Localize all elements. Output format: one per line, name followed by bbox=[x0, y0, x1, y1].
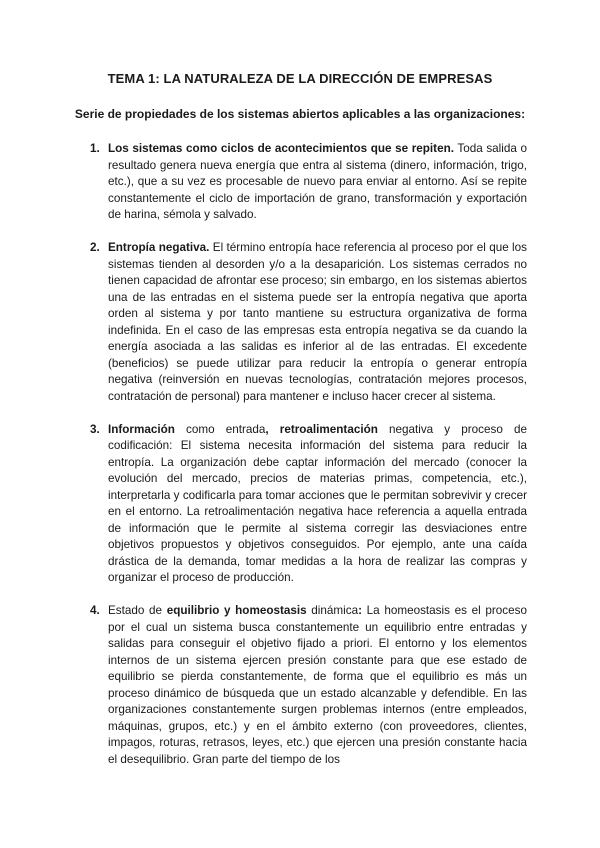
item-heading: equilibrio y homeostasis bbox=[166, 604, 307, 617]
item-heading: Los sistemas como ciclos de acontecimientos que se repiten. bbox=[108, 142, 454, 155]
item-heading: , retroalimentación bbox=[265, 422, 378, 436]
document-subtitle: Serie de propiedades de los sistemas abiertos aplicables a las organizaciones: bbox=[74, 107, 526, 121]
list-item bbox=[90, 603, 527, 768]
item-text: La homeostasis es el proceso por el cual un sistema busca constantemente un equilibrio entre entradas y salidas para conseguir el objetivo fijado a priori. El entorno y los elementos internos de un sistema ejercen presión constante para que ese estado de equilibrio se pierda constantemente, de forma que el equilibrio es más un proceso dinámico de búsqueda que un estado alcanzable y defendible. En las organizaciones constantemente surgen problemas internos (entre empleados, máquinas, grupos, etc.) y en el ámbito externo (con proveedores, clientes, impagos, roturas, retrasos, leyes, etc.) que ejercen una presión constante hacia el desequilibrio. Gran parte del tiempo de los bbox=[108, 604, 527, 766]
list-item bbox=[90, 240, 527, 405]
item-text: El término entropía hace referencia al proceso por el que los sistemas tienden al desorden y/o a la desaparición. Los sistemas cerrados no tienen capacidad de afrontar ese proceso; sin embargo, en los sistemas abiertos una de las entradas en el sistema puede ser la entropía negativa que aporta orden al sistema y por tanto mantiene su estructura organizativa de forma indefinida. En el caso de las empresas esta entropía negativa se da cuando la energía asociada a las salidas es inferior al de las entradas. El excedente (beneficios) se puede utilizar para reducir la entropía o generar entropía negativa (reinversión en nuevas tecnologías, contratación mejores procesos, contratación de personal) para mantener e incluso hacer crecer al sistema. bbox=[108, 241, 527, 403]
item-text: Estado de bbox=[108, 604, 167, 617]
list-item bbox=[90, 141, 527, 224]
item-text: Toda salida o resultado genera nueva energía que entra al sistema (dinero, información, trigo, etc.), que a su vez es procesable de nuevo para enviar al entorno. Así se repite constantemente el ciclo de importación de grano, transformación y exportación de harina, sémola y salvado. bbox=[108, 142, 527, 221]
properties-list bbox=[90, 141, 527, 768]
item-text: como entrada bbox=[174, 422, 266, 436]
item-number: 4. bbox=[90, 604, 100, 617]
item-text: dinámica bbox=[306, 604, 359, 617]
item-heading: Entropía negativa. bbox=[108, 241, 210, 254]
list-item bbox=[90, 422, 527, 587]
item-number: 1. bbox=[90, 142, 100, 155]
item-number: 2. bbox=[90, 241, 100, 254]
item-colon: : bbox=[358, 604, 362, 617]
document-title: TEMA 1: LA NATURALEZA DE LA DIRECCIÓN DE EMPRESAS bbox=[107, 71, 493, 86]
item-heading: Información bbox=[108, 422, 175, 436]
item-number: 3. bbox=[90, 422, 100, 436]
item-text: negativa y proceso de codificación: El sistema necesita información del sistema para reducir la entropía. La organización debe captar información del mercado (conocer la evolución del mercado, precios de materias primas, competencia, etc.), interpretarla y codificarla para tomar acciones que le permitan sobrevivir y crecer en el entorno. La retroalimentación negativa hace referencia a aquella entrada de información que le permite al sistema corregir las desviaciones entre objetivos propuestos y objetivos conseguidos. Por ejemplo, ante una caída drástica de la demanda, tomar medidas a la hora de realizar las compras y organizar el proceso de producción. bbox=[108, 422, 527, 584]
